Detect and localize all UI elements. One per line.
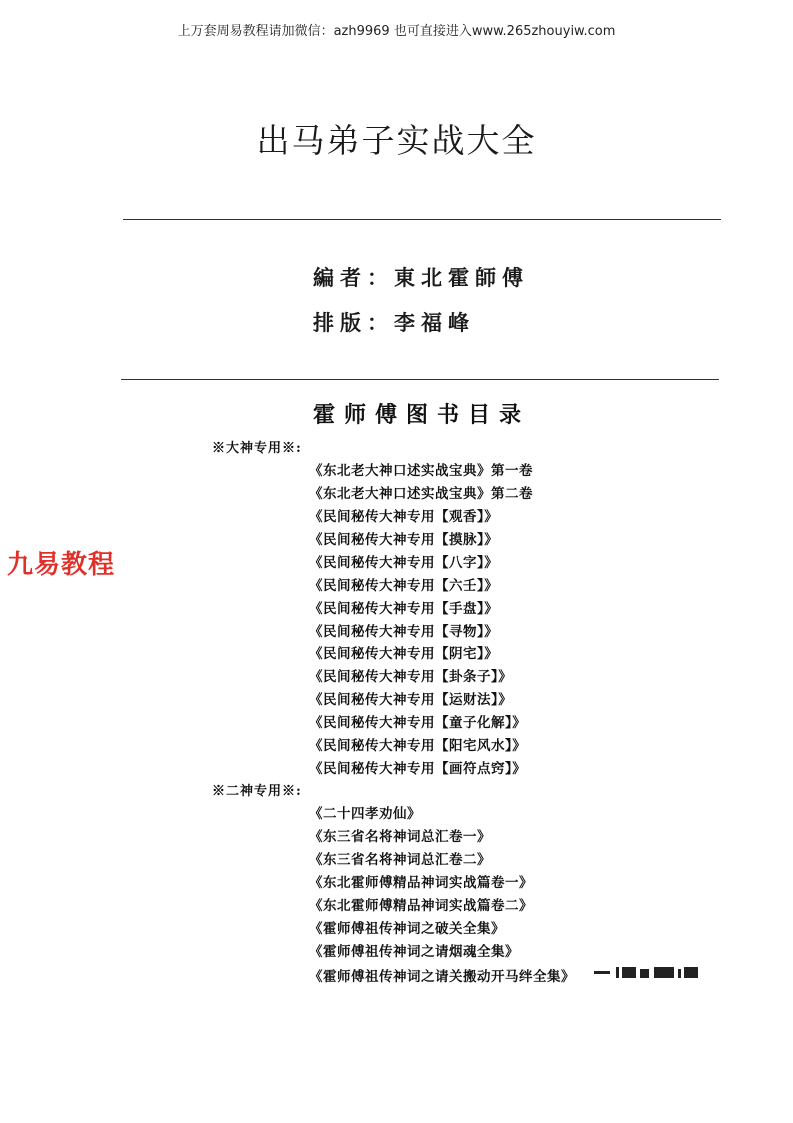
catalog-item: 《东北霍师傅精品神词实战篇卷一》 [309, 875, 533, 891]
catalog-item: 《东北霍师傅精品神词实战篇卷二》 [309, 898, 533, 914]
catalog-item: 《霍师傅祖传神词之破关全集》 [309, 921, 505, 937]
catalog-item: 《东北老大神口述实战宝典》第二卷 [309, 486, 533, 502]
catalog-item: 《东三省名将神词总汇卷二》 [309, 852, 491, 868]
catalog-item: 《霍师傅祖传神词之请关搬动开马绊全集》 [309, 969, 575, 985]
top-banner: 上万套周易教程请加微信：azh9969 也可直接进入www.265zhouyiw.com [177, 24, 616, 39]
divider-bottom [121, 379, 719, 380]
section-label-dashen: ※大神专用※: [212, 441, 302, 456]
catalog-heading: 霍师傅图书目录 [312, 402, 530, 428]
catalog-item: 《民间秘传大神专用【画符点窍】》 [309, 761, 527, 777]
catalog-item: 《东三省名将神词总汇卷一》 [309, 829, 491, 845]
divider-top [123, 219, 721, 220]
catalog-item: 《民间秘传大神专用【运财法】》 [309, 692, 513, 708]
watermark-logo: 九易教程 [7, 550, 116, 580]
editor-credit: 編者：東北霍師傅 [313, 265, 529, 290]
catalog-item: 《民间秘传大神专用【阳宅风水】》 [309, 738, 527, 754]
catalog-item: 《民间秘传大神专用【童子化解】》 [309, 715, 527, 731]
catalog-item: 《民间秘传大神专用【八字】》 [309, 555, 499, 571]
catalog-item: 《民间秘传大神专用【手盘】》 [309, 601, 499, 617]
catalog-item: 《民间秘传大神专用【六壬】》 [309, 578, 499, 594]
catalog-item: 《民间秘传大神专用【寻物】》 [309, 624, 499, 640]
section-label-ershen: ※二神专用※: [212, 784, 302, 799]
catalog-item: 《民间秘传大神专用【观香】》 [309, 509, 499, 525]
catalog-item: 《二十四孝劝仙》 [309, 806, 421, 822]
scan-artifact-mark [594, 967, 706, 978]
page-title: 出马弟子实战大全 [256, 121, 537, 160]
catalog-item: 《民间秘传大神专用【卦条子】》 [309, 669, 513, 685]
typesetter-credit: 排版：李福峰 [313, 310, 475, 335]
catalog-item: 《东北老大神口述实战宝典》第一卷 [309, 463, 533, 479]
catalog-item: 《民间秘传大神专用【摸脉】》 [309, 532, 499, 548]
catalog-item: 《民间秘传大神专用【阴宅】》 [309, 646, 499, 662]
catalog-item: 《霍师傅祖传神词之请烟魂全集》 [309, 944, 519, 960]
